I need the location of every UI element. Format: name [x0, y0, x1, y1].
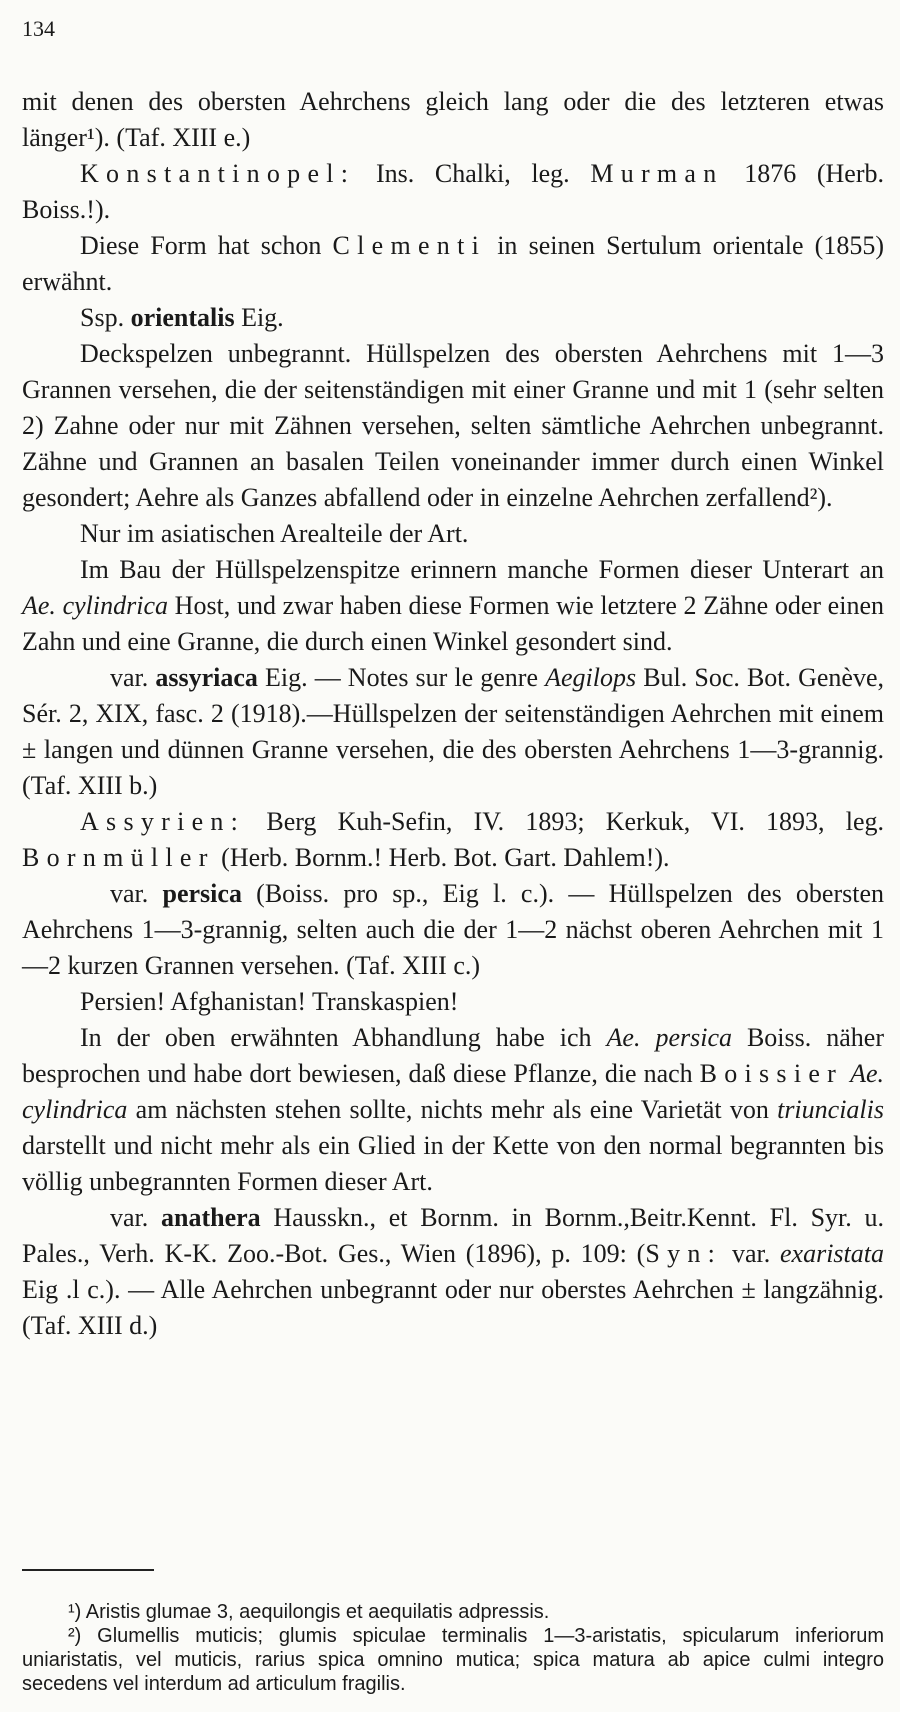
main-text [22, 84, 884, 1344]
paragraph-range: Nur im asiatischen Arealteile der Art. [80, 519, 469, 548]
footnote-2: ²) Glumellis muticis; glumis spiculae terminalis 1—3-aristatis, spicularum inferiorum uniaristatis, vel muticis, rarius spica omnino mutica; spica matura ab apice culmi integro secedens vel interdum ad articulum fragilis. [22, 1625, 884, 1695]
paragraph-1: mit denen des obersten Aehrchens gleich lang oder die des letzteren etwas länger¹). (Taf. XIII e.) [22, 87, 884, 152]
paragraph-discussion: In der oben erwähnten Abhandlung habe ich Ae. persica Boiss. näher besprochen und habe dort bewiesen, daß diese Pflanze, die nach Boissier Ae. cylindrica am nächsten stehen sollte, nichts mehr als eine Varietät von triuncialis darstellt und nicht mehr als ein Glied in der Kette von den normal begrannten bis völlig unbegrannten Formen dieser Art. [22, 1023, 884, 1196]
footnote-1: ¹) Aristis glumae 3, aequilongis et aequilatis adpressis. [68, 1601, 550, 1623]
footnotes [22, 1600, 884, 1696]
paragraph-var-assyriaca: var. assyriaca Eig. — Notes sur le genre Aegilops Bul. Soc. Bot. Genève, Sér. 2, XIX, fasc. 2 (1918).—Hüllspelzen der seitenständigen Aehrchen mit einem ± langen und dünnen Granne versehen, die des obersten Aehrchens 1—3-grannig. (Taf. XIII b.) [22, 663, 885, 800]
paragraph-locality-assyrien: Assyrien: Berg Kuh-Sefin, IV. 1893; Kerkuk, VI. 1893, leg. Bornmüller (Herb. Bornm.! Herb. Bot. Gart. Dahlem!). [22, 807, 884, 872]
page-number: 134 [22, 16, 55, 41]
heading-ssp-orientalis: Ssp. orientalis Eig. [80, 303, 284, 332]
paragraph-locality-persien: Persien! Afghanistan! Transkaspien! [80, 987, 459, 1016]
paragraph-var-persica: var. persica (Boiss. pro sp., Eig l. c.). — Hüllspelzen des obersten Aehrchens 1—3-grannig, selten auch die der 1—2 nächst oberen Aehrchen mit 1—2 kurzen Grannen versehen. (Taf. XIII c.) [22, 879, 885, 980]
paragraph-comparison: Im Bau der Hüllspelzenspitze erinnern manche Formen dieser Unterart an Ae. cylindrica Host, und zwar haben diese Formen wie letztere 2 Zähne oder einen Zahn und eine Granne, die durch einen Winkel gesondert sind. [22, 555, 884, 656]
paragraph-description: Deckspelzen unbegrannt. Hüllspelzen des obersten Aehrchens mit 1—3 Grannen versehen, die der seitenständigen mit einer Granne und mit 1 (sehr selten 2) Zahne oder nur mit Zähnen versehen, selten sämtliche Aehrchen unbegrannt. Zähne und Grannen an basalen Teilen voneinander immer durch einen Winkel gesondert; Aehre als Ganzes abfallend oder in einzelne Aehrchen zerfallend²). [22, 339, 884, 512]
paragraph-locality-konstantinopel: Konstantinopel: Ins. Chalki, leg. Murman 1876 (Herb. Boiss.!). [22, 159, 884, 224]
paragraph-var-anathera: var. anathera Hausskn., et Bornm. in Bornm.,Beitr.Kennt. Fl. Syr. u. Pales., Verh. K-K. Zoo.-Bot. Ges., Wien (1896), p. 109: (Syn: var. exaristata Eig .l c.). — Alle Aehrchen unbegrannt oder nur oberstes Aehrchen ± langzähnig. (Taf. XIII d.) [22, 1203, 884, 1340]
footnote-divider [22, 1569, 154, 1571]
paragraph-clementi: Diese Form hat schon Clementi in seinen Sertulum orientale (1855) erwähnt. [22, 231, 884, 296]
